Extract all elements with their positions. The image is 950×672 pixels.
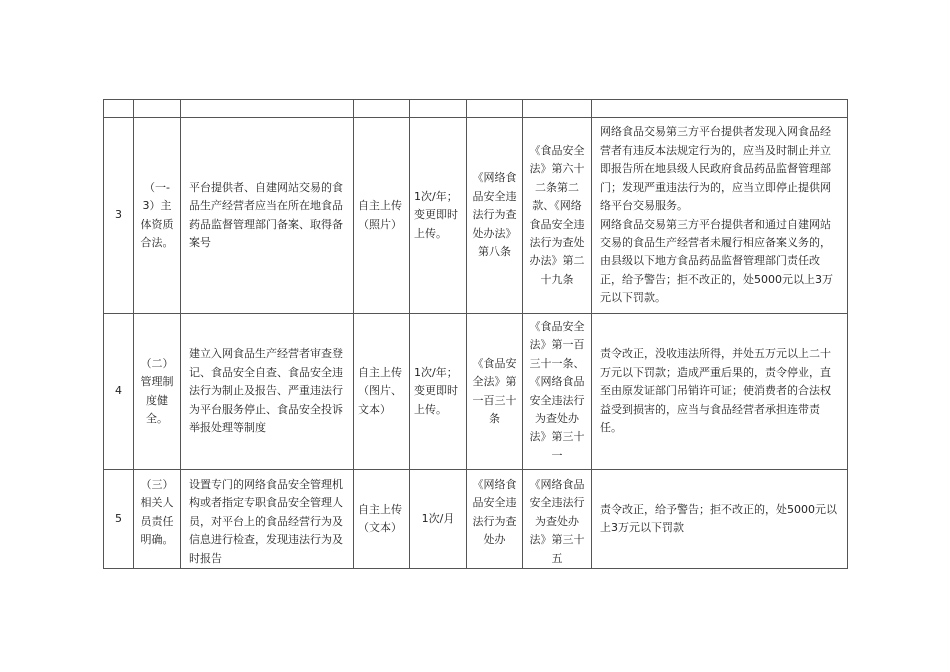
report-frequency: 1次/年；变更即时上传。 (410, 118, 467, 314)
blank-cell (523, 100, 592, 118)
report-method: 自主上传（照片） (354, 118, 410, 314)
penalty-description (592, 118, 848, 314)
penalty-paragraph-2: 网络食品交易第三方平台提供者和通过自建网站交易的食品生产经营者未履行相应备案义务的，由县级以下地方食品药品监督管理部门责任改正，给予警告；拒不改正的，处5000元以上3万元以下罚款。 (600, 217, 833, 305)
blank-cell (467, 100, 523, 118)
row-number: 4 (104, 314, 134, 470)
check-content: 设置专门的网络食品安全管理机构或者指定专职食品安全管理人员，对平台上的食品经营行为及信息进行检查，发现违法行为及时报告 (181, 470, 354, 569)
penalty-paragraph-1: 网络食品交易第三方平台提供者发现入网食品经营者有违反本法规定行为的，应当及时制止并立即报告所在地县级人民政府食品药品监督管理部门；发现严重违法行为的，应当立即停止提供网络平台交易服务。 (600, 125, 831, 213)
blank-cell (354, 100, 410, 118)
penalty-basis: 《网络食品安全违法行为查处办法》第三十五 (523, 470, 592, 569)
penalty-basis: 《食品安全法》第六十二条第二款、《网络食品安全违法行为查处办法》第二十九条 (523, 118, 592, 314)
report-frequency: 1次/月 (410, 470, 467, 569)
check-content: 建立入网食品生产经营者审查登记、食品安全自查、食品安全违法行为制止及报告、严重违法行为平台服务停止、食品安全投诉举报处理等制度 (181, 314, 354, 470)
regulation-table (103, 99, 848, 569)
legal-basis: 《网络食品安全违法行为查处办 (467, 470, 523, 569)
penalty-description: 责令改正，没收违法所得，并处五万元以上二十万元以下罚款；造成严重后果的，责令停业，直至由原发证部门吊销许可证；使消费者的合法权益受到损害的，应当与食品经营者承担连带责任。 (592, 314, 848, 470)
blank-cell (181, 100, 354, 118)
blank-cell (134, 100, 181, 118)
table-row (104, 314, 848, 470)
check-item: （二）管理制度健全。 (134, 314, 181, 470)
row-number: 3 (104, 118, 134, 314)
table-row (104, 118, 848, 314)
table-row (104, 470, 848, 569)
report-method: 自主上传（图片、文本） (354, 314, 410, 470)
check-item: （三）相关人员责任明确。 (134, 470, 181, 569)
check-content: 平台提供者、自建网站交易的食品生产经营者应当在所在地食品药品监督管理部门备案、取得备案号 (181, 118, 354, 314)
penalty-basis: 《食品安全法》第一百三十一条、《网络食品安全违法行为查处办法》第三十一 (523, 314, 592, 470)
check-item: （一-3）主体资质合法。 (134, 118, 181, 314)
blank-cell (410, 100, 467, 118)
blank-header-row (104, 100, 848, 118)
penalty-description: 责令改正，给予警告；拒不改正的，处5000元以上3万元以下罚款 (592, 470, 848, 569)
legal-basis: 《网络食品安全违法行为查处办法》第八条 (467, 118, 523, 314)
row-number: 5 (104, 470, 134, 569)
report-method: 自主上传（文本） (354, 470, 410, 569)
blank-cell (104, 100, 134, 118)
report-frequency: 1次/年；变更即时上传。 (410, 314, 467, 470)
blank-cell (592, 100, 848, 118)
legal-basis: 《食品安全法》第一百三十条 (467, 314, 523, 470)
